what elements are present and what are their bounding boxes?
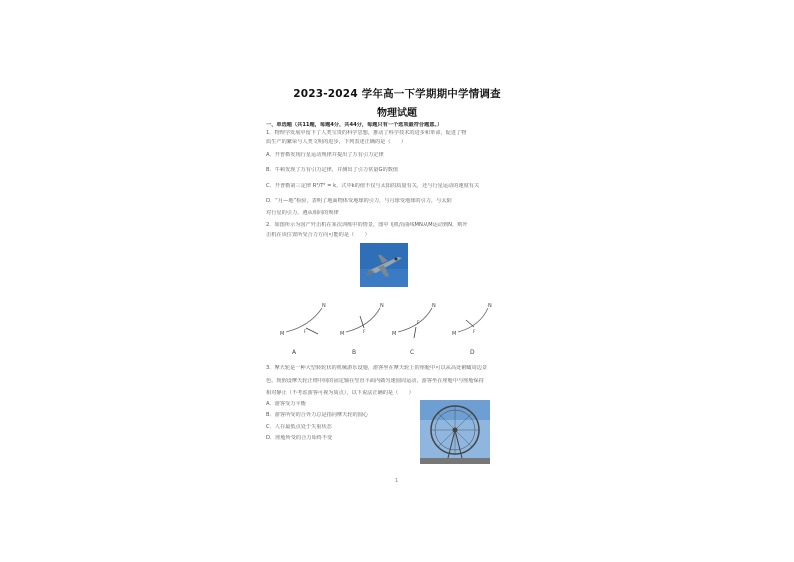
q3-stem-2: 色。现假设摩天轮正绕中间的固定轴在竖直平面内做匀速圆周运动，游客坐在座舱中与座舱保持 (266, 378, 484, 384)
choice-label-c: C (410, 349, 415, 356)
page-number: 1 (395, 478, 399, 484)
choice-c-diagram[interactable] (392, 303, 436, 338)
choice-label-a: A (292, 349, 297, 356)
exam-subtitle: 物理试题 (377, 108, 417, 119)
choice-b-diagram[interactable] (340, 303, 384, 337)
q2-stem: 2．如图所示为国产歼击机在某次训练中的情景，图中飞机沿曲线MN从M运动到N，则歼 (266, 222, 468, 228)
section-header: 一、单选题（共11题，每题4分，共44分，每题只有一个选项最符合题意。） (266, 122, 443, 128)
label-m: M (452, 331, 457, 337)
q1-stem-2: 质生产的繁荣与人类文明的进步，下列表述正确的是（ ） (266, 139, 407, 145)
choice-label-d: D (470, 349, 475, 356)
q1-stem: 1．物理学发展中留下了人类宝贵的科学思想，推动了科学技术的进步和革命，促进了物 (266, 130, 467, 136)
ground (420, 458, 490, 464)
label-n: N (432, 303, 436, 309)
label-m: M (280, 331, 285, 337)
label-n: N (380, 303, 384, 309)
choice-d-diagram[interactable] (452, 303, 492, 337)
q3-stem-3: 相对静止（不考虑游客可视为质点），以下说法正确的是（ ） (266, 390, 414, 396)
q1-option-d-2: 对行星的引力，遵从相同的规律 (266, 210, 339, 216)
q2-choice-diagrams (266, 300, 506, 360)
choice-a-diagram[interactable] (280, 303, 326, 337)
q3-stem: 3．摩天轮是一种大型转轮状的机械游乐设施，游客坐在摩天轮上的座舱中可以从高处俯瞰周边景 (266, 365, 488, 371)
q1-option-c: C．开普勒第三定律 R³/T² = k，式中k的值不仅与太阳的质量有关，还与行星运动的速度有关 (266, 183, 480, 189)
q2-stem-2: 击机在该位置所受合力方向可能的是（ ） (266, 232, 370, 238)
ferris-wheel-photo (420, 400, 490, 464)
q1-option-d: D．“月—地”检验，表明了地面物体受地球的引力，与月球受地球的引力，与太阳 (266, 198, 452, 204)
label-f: F (473, 330, 476, 335)
fighter-jet-photo (360, 243, 408, 287)
q3-option-c: C．人在最低点处于失重状态 (266, 424, 332, 430)
label-f: F (304, 330, 307, 335)
q3-option-b: B．游客所受的合外力总是指向摩天轮的圆心 (266, 412, 369, 418)
q3-option-d: D．座舱所受的合力始终不变 (266, 435, 333, 441)
q1-option-b: B．牛顿发现了万有引力定律，并测出了引力常量G的数值 (266, 167, 399, 173)
label-m: M (340, 331, 345, 337)
label-f: F (417, 321, 420, 326)
label-m: M (392, 331, 397, 337)
label-n: N (322, 303, 326, 309)
label-n: N (488, 303, 492, 309)
exam-title: 2023-2024 学年高一下学期期中学情调查 (293, 88, 501, 100)
q3-option-a: A．游客受力平衡 (266, 401, 306, 407)
q1-option-a: A．开普勒发现行星运动规律并提出了万有引力定律 (266, 152, 384, 158)
label-f: F (363, 330, 366, 335)
choice-label-b: B (352, 349, 357, 356)
